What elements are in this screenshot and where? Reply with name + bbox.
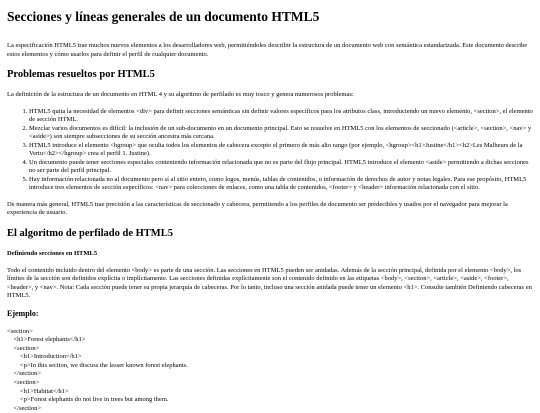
problems-list [7, 108, 533, 193]
list-item: 2. Mezclar varios documentos es difícil: la inclusión de un sub-documento en un documento principal. Esto se resuelve en HTML5 con los elementos de seccionado (<article>, <section>, <nav> y <aside>) son siempre subsecciones de su sección ancestra más cercana. [29, 125, 533, 142]
list-item: 3. HTML5 introduce el elemento <hgroup> que oculta todos los elementos de cabecera excepto el primero de más alto rango (por ejemplo, <hgroup><h1>Justine</h1><h2>Les Malheurs de la Vertu</h2></hgroup> crea el perfil 1. Justine). [29, 142, 533, 159]
page-title: Secciones y líneas generales de un documento HTML5 [7, 9, 533, 25]
defining-sections-paragraph: Todo el contenido incluido dentro del elemento <body> es parte de una sección. Las secciones en HTML5 pueden ser anidadas. Además de la sección principal, definida por el elemento <body>, los límites de la sección son definidos explícita o implícitamente. Las secciones definidas explícitamente son el contenido definido en las etiquetas <body>, <section>, <article>, <aside>, <footer>, <header>, y <nav>. Nota: Cada sección puede tener su propia jerarquía de cabeceras. Por lo tanto, incluso una sección anidada puede tener un elemento <h1>. Consulte también Definiendo cabeceras en HTML5. [7, 267, 533, 301]
problems-outro: De manera más general, HTML5 trae precisión a las características de seccionado y cabecera, permitiendo a los perfiles de documento ser predecibles y usados por el navegador para mejorar la experiencia de usuario. [7, 201, 533, 218]
problems-heading: Problemas resueltos por HTML5 [7, 69, 533, 81]
list-item: 4. Un documento puede tener secciones especiales conteniendo información relacionada que no es parte del flujo principal. HTML5 introduce el elemento <aside> permitiendo a dichas secciones no ser parte del perfil principal. [29, 159, 533, 176]
intro-paragraph: La especificación HTML5 trae muchos nuevos elementos a los desarrolladores web, permitiéndoles describir la estructura de un documento web con semántica estandarizada. Este documento describe estos elementos y cómo usarlos para definir el perfil de cualquier documento. [7, 42, 533, 59]
defining-sections-heading: Definiendo secciones en HTML5 [7, 250, 533, 258]
example-heading: Ejemplo: [7, 309, 533, 319]
list-item: 1. HTML5 quita la necesidad de elementos <div> para definir secciones semánticas sin definir valores específicos para los atributos class, introduciendo un nuevo elemento, <section>, el elemento de sección HTML. [29, 108, 533, 125]
list-item: 5. Hay información relacionada no al documento pero sí al sitio entero, como logos, menús, tablas de contenidos, o información de derechos de autor y notas legales. Para ese propósito, HTML5 introduce tres elementos de sección específicos: <nav> para colecciones de enlaces, como una tabla de contenidos, <footer> y <header> información relacionada con el sitio. [29, 176, 533, 193]
problems-intro: La definición de la estructura de un documento en HTML 4 y su algoritmo de perfilado es muy tosco y genera numerosos problemas: [7, 91, 533, 100]
algorithm-heading: El algoritmo de perfilado de HTML5 [7, 228, 533, 240]
code-example: <section> <h1>Forest elephants</h1> <section> <h1>Introduction</h1> <p>In this section, we discuss the lesser known forest elephants. </section> <section> <h1>Habitat</h1> <p>Forest elephants do not live in trees but among them. </section> [7, 328, 533, 413]
